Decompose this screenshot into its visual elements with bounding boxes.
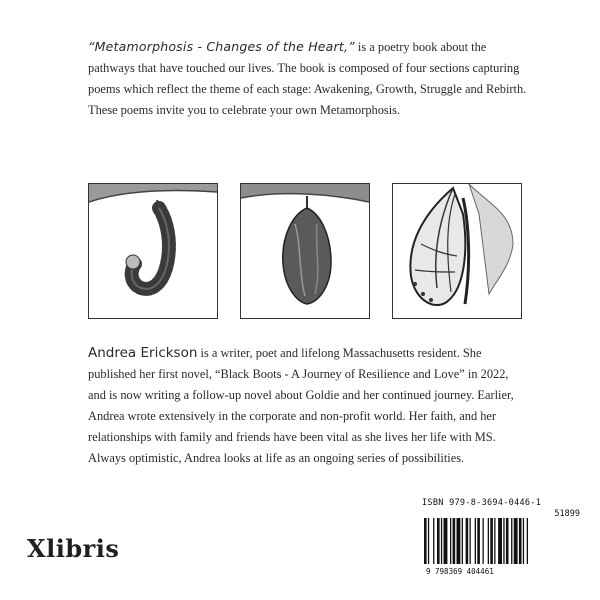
barcode-bar [519, 518, 522, 564]
barcode-bar [523, 518, 524, 564]
barcode-bar [462, 518, 463, 564]
barcode-bar [444, 518, 448, 564]
author-bio-paragraph [88, 343, 528, 469]
barcode-bar [457, 518, 461, 564]
barcode-number: 9 798369 404461 [426, 567, 494, 576]
barcode-bar [424, 518, 427, 564]
price-code: 51899 [554, 509, 580, 519]
barcode-bar [498, 518, 502, 564]
chrysalis-illustration [240, 183, 370, 319]
barcode-bar [511, 518, 512, 564]
illustration-panels [88, 183, 522, 319]
isbn-barcode [422, 498, 580, 578]
barcode-bar [470, 518, 471, 564]
caterpillar-illustration [88, 183, 218, 319]
barcode-bar [488, 518, 489, 564]
barcode-bar [514, 518, 518, 564]
author-bio-text: is a writer, poet and lifelong Massachusetts resident. She published her first novel, “Black Boots - A Journey of Resilience and Love” in 2022, and is now writing a follow-up novel about Goldie and her continued journey. Earlier, Andrea wrote extensively in the corporate and non-profit world. Her faith, and her relationships with family and friends have been vital as she lives her life with MS. Always optimistic, Andrea looks at life as an ongoing series of possibilities. [88, 346, 514, 465]
barcode-bar [437, 518, 440, 564]
barcode-bar [450, 518, 451, 564]
barcode-bar [475, 518, 476, 564]
book-title: “Metamorphosis - Changes of the Heart,” [88, 39, 355, 54]
barcode-bar [490, 518, 493, 564]
barcode-bar [506, 518, 509, 564]
description-text: is a poetry book about the pathways that have touched our lives. The book is composed of four sections capturing poems which reflect the theme of each stage: Awakening, Growth, Struggle and Rebirth. These poems invite you to celebrate your own Metamorphosis. [88, 40, 527, 117]
barcode-bar [477, 518, 480, 564]
isbn-label: ISBN 979-8-3694-0446-1 [422, 498, 542, 508]
barcode-bar [428, 518, 429, 564]
author-name: Andrea Erickson [88, 345, 198, 361]
barcode-bar [441, 518, 442, 564]
barcode-bar [527, 518, 528, 564]
butterfly-illustration [392, 183, 522, 319]
barcode-bar [433, 518, 434, 564]
publisher-logo: Xlibris [27, 534, 120, 563]
description-paragraph [88, 36, 528, 121]
barcode-bar [494, 518, 495, 564]
barcode-bar [453, 518, 456, 564]
barcode-bar [503, 518, 504, 564]
barcode-bar [466, 518, 469, 564]
barcode-bar [483, 518, 484, 564]
barcode-bars [422, 518, 580, 576]
